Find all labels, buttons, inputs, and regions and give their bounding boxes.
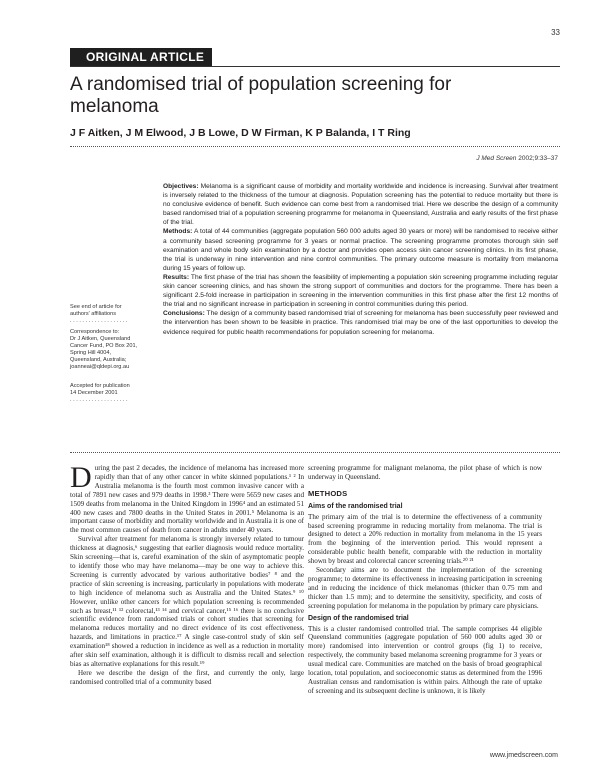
correspondence-line: Correspondence to: <box>70 329 120 335</box>
paragraph-text: uring the past 2 decades, the incidence of melanoma has increased more rapidly than that of any other cancer in white skinned populations.¹ ² In Australia melanoma is the fourth most common invasive cancer with a total of 7891 new cases and 979 deaths in 1998.³ There were 5659 new cases and 1509 deaths from melanoma in the United Kingdom in 1996⁴ and an estimated 51 400 new cases and 7800 deaths in the United States in 2001.⁵ Melanoma is an important cause of morbidity and mortality worldwide and in Australia it is one of the most common causes of death from cancer in adults under 40 years. <box>70 464 304 535</box>
correspondence-line: Dr J Aitken, Queensland <box>70 336 131 342</box>
body-paragraph: This is a cluster randomised controlled trial. The sample comprises 44 eligible Queensland communities (aggregate population of 560 000 adults aged 30 or more) randomised into intervention or control groups (fig 1) to receive, respectively, the community based melanoma screening programme for 3 years or usual medical care. Communities are matched on the basis of broad geographical location, total population, and socioeconomic status as determined from the 1996 Australian census and randomisation is within pairs. Although the rate of uptake of screening and its subsequent decline is unknown, it is likely <box>308 624 542 695</box>
objectives-label: Objectives: <box>163 183 199 190</box>
abstract-conclusions <box>163 309 558 336</box>
title-line-1: A randomised trial of population screening for <box>70 74 452 95</box>
journal-url: www.jmedscreen.com <box>489 752 558 759</box>
affiliations-note-line: See end of article for <box>70 304 122 310</box>
abstract-methods <box>163 227 558 272</box>
citation-volume: 2002;9:33–37 <box>516 155 558 162</box>
abstract-objectives <box>163 182 558 227</box>
conclusions-text: The design of a community based randomised trial of screening for melanoma has been successfully peer reviewed and the intervention has been shown to be feasible in practice. This randomised trial may be one of the last opportunities to develop the evidence required for public health recommendations for population screening for melanoma. <box>163 310 558 336</box>
title-line-2: melanoma <box>70 96 159 117</box>
journal-name: J Med Screen <box>476 155 517 162</box>
journal-citation <box>360 155 558 162</box>
abstract <box>163 182 558 337</box>
methods-text: A total of 44 communities (aggregate population 560 000 adults aged 30 years or more) will be randomised to receive either a community based screening programme for 3 years or normal practice. The screening programme promotes thorough skin self examination and whole body skin examination by a doctor and provides open access skin cancer screening clinics. In its first phase, the trial is underway in nine intervention and nine control communities. The primary outcome measure is mortality from melanoma during 15 years of follow up. <box>163 228 558 272</box>
article-title <box>70 74 540 118</box>
objectives-text: Melanoma is a significant cause of morbidity and mortality worldwide and incidence is increasing. Survival after treatment is inversely related to the thickness of the tumour at diagnosis. Population screening has the potential to reduce mortality but there is no conclusive evidence of benefit. Such evidence can come best from a randomised trial. Here we describe the design of a community based randomised trial of a population screening programme for melanoma in Queensland, Australia and early results of the first phase of the trial. <box>163 183 558 227</box>
drop-cap: D <box>70 461 92 494</box>
correspondence-email: joanneai@qldepi.org.au <box>70 364 130 370</box>
methods-label: Methods: <box>163 228 193 236</box>
section-banner: ORIGINAL ARTICLE <box>70 48 212 66</box>
author-list: J F Aitken, J M Elwood, J B Lowe, D W Firman, K P Balanda, I T Ring <box>70 127 411 139</box>
abstract-divider <box>70 452 560 453</box>
body-paragraph: Here we describe the design of the first, and currently the only, large randomised controlled trial of a community based <box>70 668 304 686</box>
accepted-note <box>70 383 154 404</box>
accepted-line: Accepted for publication <box>70 383 130 389</box>
abstract-results <box>163 273 558 309</box>
body-paragraph <box>70 461 304 535</box>
aims-heading: Aims of the randomised trial <box>308 502 403 510</box>
correspondence-note <box>70 329 154 371</box>
accepted-date: 14 December 2001 <box>70 390 118 396</box>
body-column-right <box>308 464 542 696</box>
sidebar-dashes: . . . . . . . . . . . . . . . . . . . <box>70 318 128 324</box>
design-heading: Design of the randomised trial <box>308 614 409 622</box>
page-number: 33 <box>551 28 560 37</box>
header-rule <box>70 66 560 67</box>
methods-heading: METHODS <box>308 488 348 498</box>
correspondence-line: Cancer Fund, PO Box 201, <box>70 343 138 349</box>
body-paragraph: Survival after treatment for melanoma is strongly inversely related to tumour thickness at diagnosis,⁶ suggesting that earlier diagnosis would reduce mortality. Skin screening—that is, careful examination of the skin of asymptomatic people to identify those who may have melanoma—may be one way to achieve this. Screening is currently advocated by various authoritative bodies⁷ ⁸ and the practice of skin screening is increasing, particularly in populations with moderate to high incidence of melanoma such as Australia and the United States.⁹ ¹⁰ However, unlike other cancers for which population screening is recommended such as breast,¹¹ ¹² colorectal,¹³ ¹⁴ and cervical cancer,¹⁵ ¹⁶ there is no conclusive scientific evidence from randomised trials or cohort studies that screening for melanoma reduces mortality and no direct evidence of its cost effectiveness, hazards, and limitations in practice.¹⁷ A single case-control study of skin self examination¹⁸ showed a reduction in incidence as well as a reduction in mortality after skin self examination, although it is difficult to dismiss recall and selection bias as alternative explanations for this result.¹⁹ <box>70 535 304 668</box>
body-column-left <box>70 461 304 687</box>
results-label: Results: <box>163 273 190 281</box>
conclusions-label: Conclusions: <box>163 310 205 318</box>
correspondence-line: Queensland, Australia; <box>70 357 127 363</box>
authors-divider <box>70 146 560 147</box>
results-text: The first phase of the trial has shown the feasibility of implementing a population skin screening programme including regular skin cancer screening clinics, and has shown the strong support of communities and doctors for the programme. There has been a significant 2.5-fold increase in participation in screening in the intervention communities in this first phase after the first 12 months of the trial and no significant increase in participation in screening in control communities during this period. <box>163 273 558 309</box>
body-paragraph: screening programme for malignant melanoma, the pilot phase of which is now underway in Queensland. <box>308 464 542 481</box>
body-paragraph: The primary aim of the trial is to determine the effectiveness of a community based screening programme in reducing mortality from melanoma. The trial is designed to detect a 20% reduction in mortality from melanoma in the 15 years from the beginning of the intervention period. This would represent a considerable public health benefit, comparable with the reduction in mortality shown by breast and colorectal cancer screening trials.²⁰ ²¹ <box>308 512 542 566</box>
affiliations-note <box>70 304 154 325</box>
affiliations-note-line: authors' affiliations <box>70 311 117 317</box>
body-paragraph: Secondary aims are to document the implementation of the screening programme; to determine its effectiveness in increasing participation in screening and in reducing the incidence of thick melanomas (thicker than 0.75 mm and thicker than 1.5 mm); and to determine the sensitivity, specificity, and costs of screening population for melanoma in the population by primary care physicians. <box>308 566 542 610</box>
correspondence-line: Spring Hill 4004, <box>70 350 112 356</box>
sidebar-dashes: . . . . . . . . . . . . . . . . . . . <box>70 397 128 403</box>
